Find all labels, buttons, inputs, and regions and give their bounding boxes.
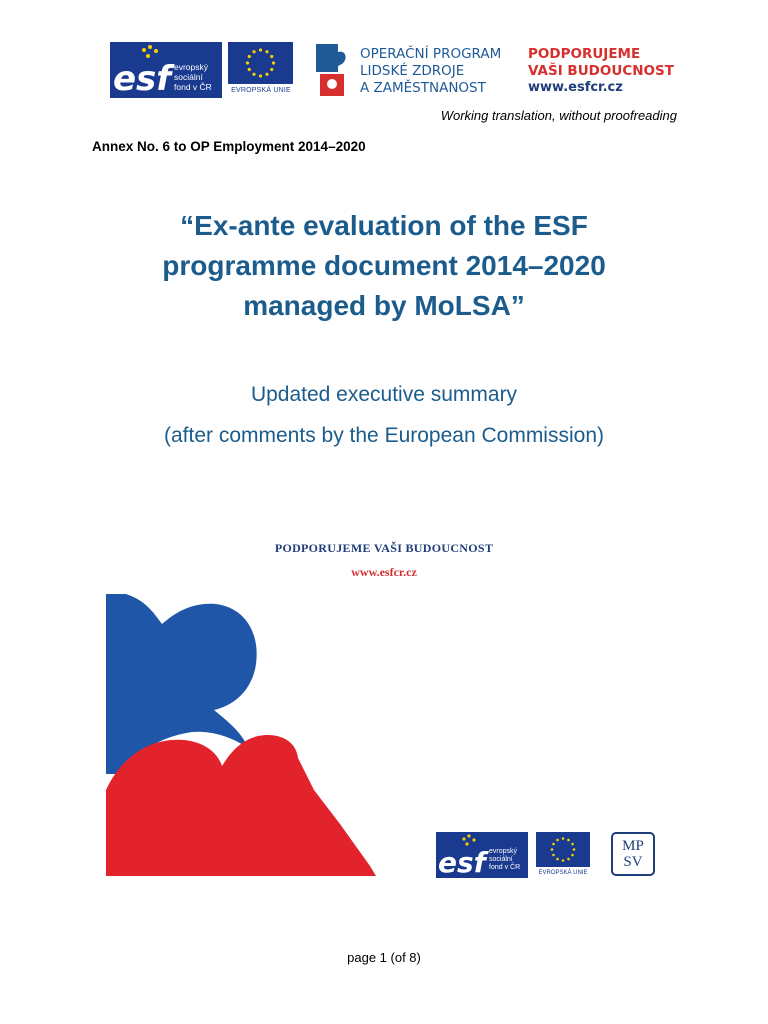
eu-star	[552, 843, 555, 846]
subtitle-line2: (after comments by the European Commission)	[163, 424, 604, 447]
eu-star	[270, 68, 273, 71]
eu-star	[562, 837, 565, 840]
esf-line2: sociální	[174, 72, 203, 82]
eu-star	[246, 61, 249, 64]
esf-small-line1: evropský	[489, 848, 518, 855]
op-puzzle-icon	[314, 42, 354, 98]
eu-star	[556, 858, 559, 861]
eu-star	[259, 74, 262, 77]
esf-logo-small	[436, 832, 528, 878]
esf-logo	[110, 42, 222, 98]
cover-url: www.esfcr.cz	[351, 565, 417, 579]
eu-star	[552, 854, 555, 857]
eu-star	[556, 839, 559, 842]
op-line3: A ZAMĚSTNANOST	[360, 80, 486, 96]
eu-small-caption: EVROPSKÁ UNIE	[538, 870, 588, 876]
op-program-name	[360, 46, 501, 97]
title-line3: managed by MoLSA”	[243, 290, 525, 321]
svg-text:esf: esf	[113, 59, 172, 98]
svg-text:esf: esf	[438, 846, 486, 878]
eu-star	[248, 55, 251, 58]
eu-star	[259, 48, 262, 51]
title-line2: programme document 2014–2020	[162, 250, 606, 281]
eu-star	[252, 73, 255, 76]
eu-star	[265, 73, 268, 76]
eu-star	[270, 55, 273, 58]
slogan-line1: PODPORUJEME	[528, 46, 641, 62]
document-title	[84, 206, 684, 326]
subtitle-line1: Updated executive summary	[250, 383, 518, 406]
eu-star	[551, 848, 554, 851]
op-line1: OPERAČNÍ PROGRAM	[360, 46, 502, 62]
eu-star	[252, 50, 255, 53]
esf-line3: fond v ČR	[174, 82, 212, 92]
esf-small-line3: fond v ČR	[489, 864, 521, 871]
eu-star	[571, 843, 574, 846]
mpsv-line1: MP	[622, 838, 644, 854]
eu-star	[567, 839, 570, 842]
slogan-line2: VAŠI BUDOUCNOST	[528, 63, 674, 79]
mpsv-logo	[611, 832, 655, 876]
eu-flag-small-icon	[536, 832, 590, 867]
mpsv-line2: SV	[623, 854, 643, 870]
annex-label: Annex No. 6 to OP Employment 2014–2020	[92, 139, 366, 154]
esf-line1: evropský	[174, 62, 209, 72]
puzzle-graphic-icon	[100, 590, 390, 880]
eu-star	[567, 858, 570, 861]
eu-star	[573, 848, 576, 851]
page-number: page 1 (of 8)	[347, 950, 421, 965]
header-slogan	[528, 46, 674, 80]
eu-star	[571, 854, 574, 857]
eu-flag-icon	[228, 42, 293, 84]
cover-slogan: PODPORUJEME VAŠI BUDOUCNOST	[274, 541, 494, 555]
header-url-link[interactable]: www.esfcr.cz	[528, 80, 623, 95]
op-line2: LIDSKÉ ZDROJE	[360, 63, 465, 79]
translation-note: Working translation, without proofreading	[440, 108, 677, 123]
eu-star	[248, 68, 251, 71]
esf-small-line2: sociální	[489, 856, 513, 863]
eu-caption: EVROPSKÁ UNIE	[231, 87, 291, 94]
eu-star	[272, 61, 275, 64]
eu-star	[562, 859, 565, 862]
title-line1: “Ex-ante evaluation of the ESF	[180, 210, 588, 241]
eu-star	[265, 50, 268, 53]
